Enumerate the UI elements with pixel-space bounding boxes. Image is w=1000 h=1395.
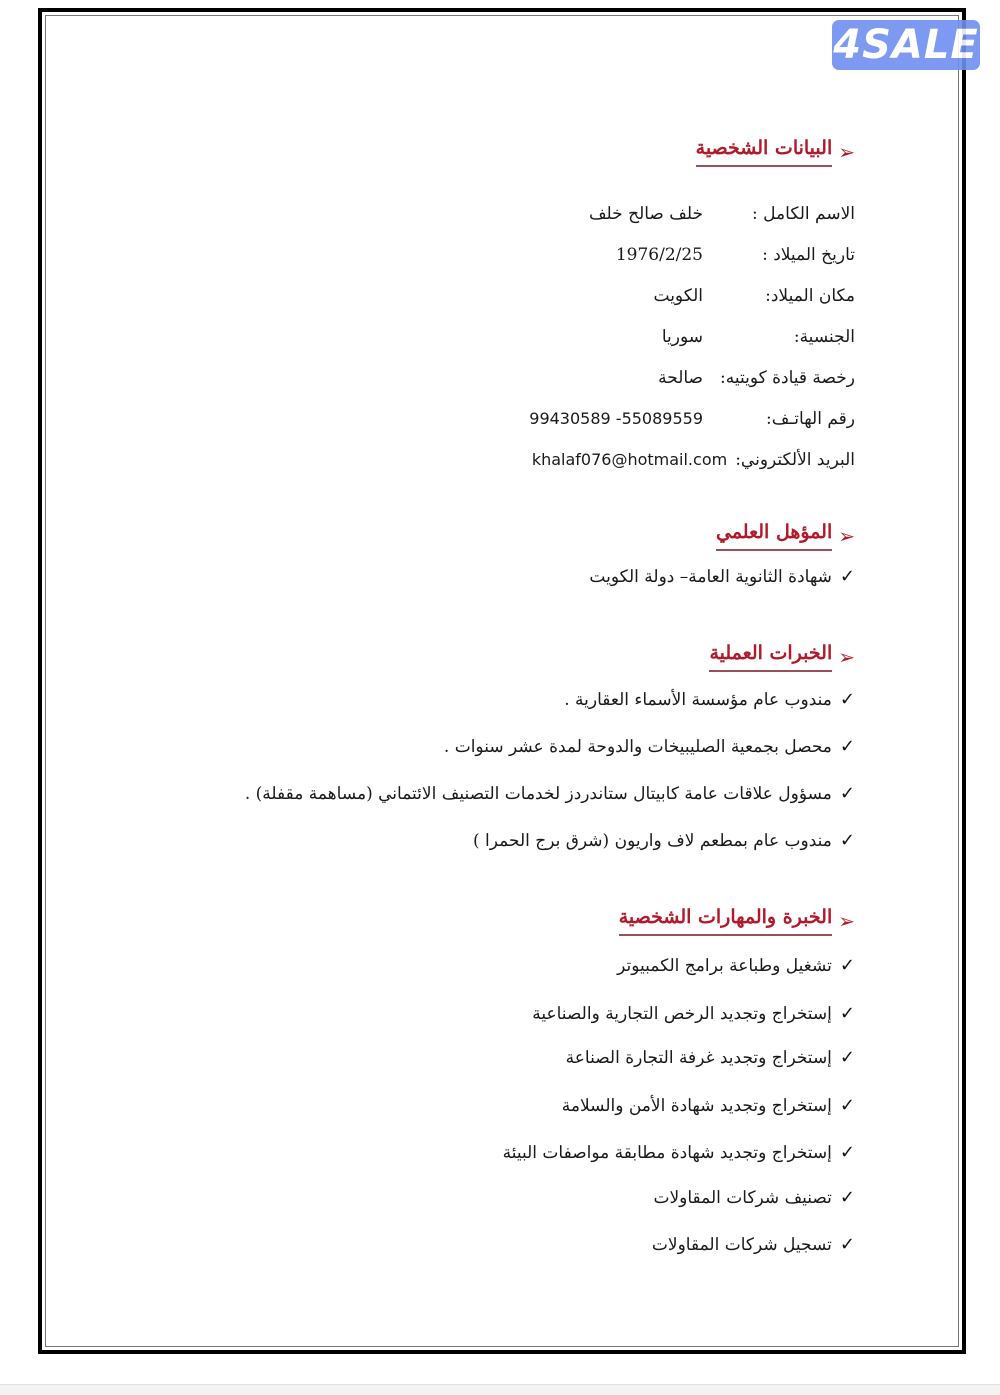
list-item-text: إستخراج وتجديد غرفة التجارة الصناعة (565, 1047, 832, 1068)
section-education-heading (716, 521, 855, 551)
list-item (617, 955, 855, 976)
field-label: البريد الألكتروني: (735, 450, 855, 470)
section-title: المؤهل العلمي (716, 521, 832, 551)
list-item-text: مندوب عام بمطعم لاف واريون (شرق برج الحمرا ) (473, 830, 832, 851)
section-title: البيانات الشخصية (696, 137, 833, 167)
list-item (245, 783, 855, 804)
list-item (473, 830, 855, 851)
list-item (444, 736, 855, 757)
field-label: رخصة قيادة كويتيه: (719, 368, 855, 388)
field-birth-date (616, 245, 855, 265)
field-label: تاريخ الميلاد : (762, 245, 855, 265)
checkmark-icon: ✓ (839, 1047, 855, 1068)
field-email (532, 450, 855, 470)
field-label: الاسم الكامل : (752, 204, 855, 224)
section-personal-heading (696, 137, 855, 167)
list-item (589, 566, 855, 587)
field-value: 1976/2/25 (615, 245, 703, 265)
field-value: سوريا (661, 327, 703, 347)
field-driving-license (658, 368, 855, 388)
list-item (532, 1003, 855, 1024)
field-value: 99430589 -55089559 (529, 409, 703, 428)
list-item-text: تصنيف شركات المقاولات (653, 1187, 832, 1208)
field-phone (529, 409, 855, 429)
checkmark-icon: ✓ (839, 1095, 855, 1116)
list-item-text: محصل بجمعية الصليبيخات والدوحة لمدة عشر سنوات . (443, 736, 832, 757)
list-item (566, 1047, 855, 1068)
field-label: رقم الهاتـف: (765, 409, 855, 429)
arrow-marker-icon: ➢ (838, 524, 855, 548)
field-value: khalaf076@hotmail.com (531, 450, 728, 469)
watermark-logo: 4SALE (833, 22, 979, 68)
checkmark-icon: ✓ (839, 783, 855, 804)
arrow-marker-icon: ➢ (838, 140, 855, 164)
checkmark-icon: ✓ (839, 1142, 855, 1163)
field-birth-place (654, 286, 856, 306)
field-full-name (589, 204, 855, 224)
list-item (503, 1142, 855, 1163)
checkmark-icon: ✓ (839, 736, 855, 757)
list-item-text: مندوب عام مؤسسة الأسماء العقارية . (564, 689, 832, 710)
checkmark-icon: ✓ (839, 830, 855, 851)
list-item-text: إستخراج وتجديد الرخص التجارية والصناعية (532, 1003, 832, 1024)
list-item (653, 1187, 855, 1208)
list-item-text: إستخراج وتجديد شهادة مطابقة مواصفات البيئة (502, 1142, 832, 1163)
field-label: مكان الميلاد: (765, 286, 855, 306)
arrow-marker-icon: ➢ (838, 645, 855, 669)
section-skills-heading (619, 906, 855, 936)
field-value: صالحة (658, 368, 703, 388)
field-value: خلف صالح خلف (588, 204, 703, 224)
checkmark-icon: ✓ (839, 566, 855, 587)
checkmark-icon: ✓ (839, 689, 855, 710)
checkmark-icon: ✓ (839, 1187, 855, 1208)
checkmark-icon: ✓ (839, 1234, 855, 1255)
list-item-text: تشغيل وطباعة برامج الكمبيوتر (617, 955, 832, 976)
list-item-text: شهادة الثانوية العامة– دولة الكويت (589, 566, 832, 587)
section-title: الخبرة والمهارات الشخصية (619, 906, 833, 936)
arrow-marker-icon: ➢ (838, 909, 855, 933)
section-title: الخبرات العملية (709, 642, 832, 672)
list-item-text: إستخراج وتجديد شهادة الأمن والسلامة (561, 1095, 832, 1116)
list-item-text: تسجيل شركات المقاولات (651, 1234, 832, 1255)
field-nationality (662, 327, 855, 347)
field-label: الجنسية: (793, 327, 855, 347)
list-item-text: مسؤول علاقات عامة كابيتال ستاندردز لخدمات التصنيف الائتماني (مساهمة مقفلة) . (244, 783, 832, 804)
checkmark-icon: ✓ (839, 1003, 855, 1024)
list-item (564, 689, 855, 710)
list-item (652, 1234, 855, 1255)
section-experience-heading (709, 642, 855, 672)
checkmark-icon: ✓ (839, 955, 855, 976)
field-value: الكويت (653, 286, 703, 306)
bottom-strip (0, 1384, 1000, 1395)
list-item (562, 1095, 855, 1116)
